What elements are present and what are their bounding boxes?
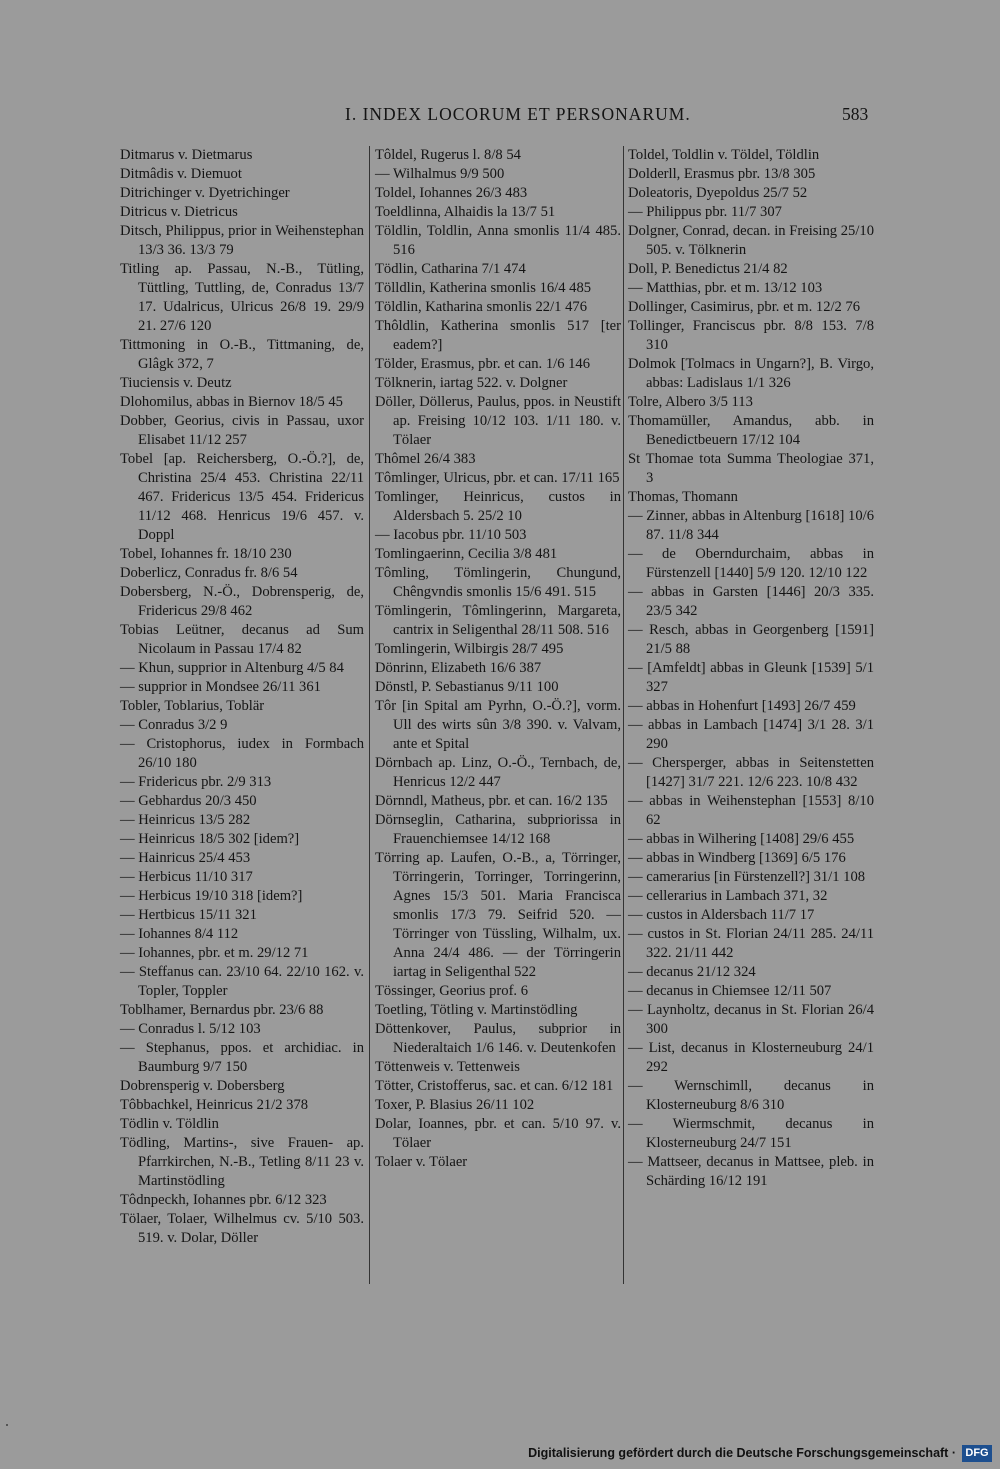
index-entry: — List, decanus in Klosterneuburg 24/1 292 <box>628 1040 874 1075</box>
index-entry: Ditrichinger v. Dyetrichinger <box>120 185 290 201</box>
index-entry: Dörnseglin, Catharina, subpriorissa in Frauenchiemsee 14/12 168 <box>375 812 621 847</box>
index-entry: — de Oberndurchaim, abbas in Fürstenzell [1440] 5/9 120. 12/10 122 <box>628 546 874 581</box>
column-rule <box>623 146 624 1284</box>
index-entry: Toetling, Tötling v. Martinstödling <box>375 1002 578 1018</box>
index-entry: Titling ap. Passau, N.-B., Tütling, Tüttling, Tuttling, de, Conradus 13/7 17. Udalricus, Ulricus 26/8 19. 29/9 21. 27/6 120 <box>120 261 364 334</box>
index-entry: Tôr [in Spital am Pyrhn, O.-Ö.?], vorm. Ull des wirts sûn 3/8 390. v. Valvam, ante et Spital <box>375 698 621 752</box>
page-header <box>0 104 1000 130</box>
index-entry: Tomlingerin, Wilbirgis 28/7 495 <box>375 641 564 657</box>
index-entry: — [Amfeldt] abbas in Gleunk [1539] 5/1 327 <box>628 660 874 695</box>
index-entry: — Resch, abbas in Georgenberg [1591] 21/5 88 <box>628 622 874 657</box>
index-column-1 <box>120 146 364 1248</box>
index-entry: Dobrensperig v. Dobersberg <box>120 1078 285 1094</box>
index-entry: Tödlin, Catharina 7/1 474 <box>375 261 526 277</box>
index-entry: — Gebhardus 20/3 450 <box>120 793 257 809</box>
index-entry: Tobel [ap. Reichersberg, O.-Ö.?], de, Christina 25/4 453. Christina 22/11 467. Fridericus 13/5 454. Fridericus 11/12 468. Henricus 19/6 457. v. Doppl <box>120 451 364 543</box>
index-entry: — decanus 21/12 324 <box>628 964 756 980</box>
scan-dot <box>6 1424 8 1426</box>
index-entry: Tölldlin, Katherina smonlis 16/4 485 <box>375 280 592 296</box>
index-entry: Toblhamer, Bernardus pbr. 23/6 88 <box>120 1002 324 1018</box>
column-rule <box>369 146 370 1284</box>
index-entry: Döller, Döllerus, Paulus, ppos. in Neustift ap. Freising 10/12 103. 1/11 180. v. Tölaer <box>375 394 621 448</box>
index-entry: — Steffanus can. 23/10 64. 22/10 162. v. Topler, Toppler <box>120 964 364 999</box>
index-entry: Toldel, Iohannes 26/3 483 <box>375 185 528 201</box>
index-entry: Dollinger, Casimirus, pbr. et m. 12/2 76 <box>628 299 861 315</box>
index-entry: — Zinner, abbas in Altenburg [1618] 10/6 87. 11/8 344 <box>628 508 874 543</box>
index-entry: Törring ap. Laufen, O.-B., a, Törringer, Törringerin, Torringer, Torringerinn, Agnes 15/3 501. Maria Francisca smonlis 17/3 79. Seifrid 520. — Törringer von Tüssling, Wilhalm, ux. Anna 24/4 486. — der Törringerin iartag in Seligenthal 522 <box>375 850 621 980</box>
index-entry: — abbas in Windberg [1369] 6/5 176 <box>628 850 846 866</box>
index-entry: Dolar, Ioannes, pbr. et can. 5/10 97. v. Tölaer <box>375 1116 621 1151</box>
index-entry: — Conradus 3/2 9 <box>120 717 228 733</box>
index-entry: Tölaer, Tolaer, Wilhelmus cv. 5/10 503. 519. v. Dolar, Döller <box>120 1211 364 1246</box>
index-entry: — Philippus pbr. 11/7 307 <box>628 204 782 220</box>
index-entry: Doberlicz, Conradus fr. 8/6 54 <box>120 565 298 581</box>
index-entry: St Thomae tota Summa Theologiae 371, 3 <box>628 451 874 486</box>
index-entry: Tölknerin, iartag 522. v. Dolgner <box>375 375 568 391</box>
index-entry: Tobel, Iohannes fr. 18/10 230 <box>120 546 292 562</box>
index-entry: — Hertbicus 15/11 321 <box>120 907 257 923</box>
index-entry: — Cristophorus, iudex in Formbach 26/10 180 <box>120 736 364 771</box>
index-entry: Thomamüller, Amandus, abb. in Benedictbeuern 17/12 104 <box>628 413 874 448</box>
index-entry: Tolaer v. Tölaer <box>375 1154 468 1170</box>
index-entry: Thômel 26/4 383 <box>375 451 476 467</box>
index-entry: Dönstl, P. Sebastianus 9/11 100 <box>375 679 559 695</box>
index-entry: Doleatoris, Dyepoldus 25/7 52 <box>628 185 808 201</box>
index-entry: Tôbbachkel, Heinricus 21/2 378 <box>120 1097 309 1113</box>
index-entry: Töttenweis v. Tettenweis <box>375 1059 520 1075</box>
index-entry: — Hainricus 25/4 453 <box>120 850 251 866</box>
index-entry: — camerarius [in Fürstenzell?] 31/1 108 <box>628 869 866 885</box>
index-entry: Tobler, Toblarius, Toblär <box>120 698 265 714</box>
index-entry: Thôldlin, Katherina smonlis 517 [ter eadem?] <box>375 318 621 353</box>
index-entry: Tödling, Martins-, sive Frauen- ap. Pfarrkirchen, N.-B., Tetling 8/11 23 v. Martinstödling <box>120 1135 364 1189</box>
index-entry: — decanus in Chiemsee 12/11 507 <box>628 983 832 999</box>
index-entry: Toeldlinna, Alhaidis la 13/7 51 <box>375 204 556 220</box>
index-entry: Tôdnpeckh, Iohannes pbr. 6/12 323 <box>120 1192 327 1208</box>
index-entry: Ditsch, Philippus, prior in Weihenstephan 13/3 36. 13/3 79 <box>120 223 364 258</box>
index-entry: — Iacobus pbr. 11/10 503 <box>375 527 527 543</box>
index-entry: Tômling, Tömlingerin, Chungund, Chêngvndis smonlis 15/6 491. 515 <box>375 565 621 600</box>
index-entry: Thomas, Thomann <box>628 489 738 505</box>
index-entry: — Heinricus 18/5 302 [idem?] <box>120 831 300 847</box>
index-entry: Tomlingaerinn, Cecilia 3/8 481 <box>375 546 558 562</box>
index-entry: Dörnndl, Matheus, pbr. et can. 16/2 135 <box>375 793 608 809</box>
index-entry: Tobias Leütner, decanus ad Sum Nicolaum in Passau 17/4 82 <box>120 622 364 657</box>
index-entry: — Wilhalmus 9/9 500 <box>375 166 505 182</box>
index-entry: — Wiermschmit, decanus in Klosterneuburg 24/7 151 <box>628 1116 874 1151</box>
index-entry: — Iohannes 8/4 112 <box>120 926 239 942</box>
index-entry: — Matthias, pbr. et m. 13/12 103 <box>628 280 823 296</box>
index-entry: Ditmâdis v. Diemuot <box>120 166 242 182</box>
index-entry: — Stephanus, ppos. et archidiac. in Baumburg 9/7 150 <box>120 1040 364 1075</box>
index-entry: Ditricus v. Dietricus <box>120 204 238 220</box>
index-entry: — cellerarius in Lambach 371, 32 <box>628 888 828 904</box>
index-entry: Dobersberg, N.-Ö., Dobrensperig, de, Fridericus 29/8 462 <box>120 584 364 619</box>
index-entry: — custos in St. Florian 24/11 285. 24/11 322. 21/11 442 <box>628 926 874 961</box>
index-entry: Tölder, Erasmus, pbr. et can. 1/6 146 <box>375 356 591 372</box>
index-entry: Döttenkover, Paulus, subprior in Niederaltaich 1/6 146. v. Deutenkofen <box>375 1021 621 1056</box>
index-entry: Dlohomilus, abbas in Biernov 18/5 45 <box>120 394 343 410</box>
index-entry: — Wernschimll, decanus in Klosterneuburg 8/6 310 <box>628 1078 874 1113</box>
index-entry: Dolmok [Tolmacs in Ungarn?], B. Virgo, abbas: Ladislaus 1/1 326 <box>628 356 874 391</box>
index-column-3 <box>628 146 874 1191</box>
page-footer <box>0 1442 1000 1469</box>
index-entry: Dörnbach ap. Linz, O.-Ö., Ternbach, de, Henricus 12/2 447 <box>375 755 621 790</box>
index-entry: — custos in Aldersbach 11/7 17 <box>628 907 815 923</box>
index-entry: — Herbicus 11/10 317 <box>120 869 253 885</box>
index-entry: — abbas in Wilhering [1408] 29/6 455 <box>628 831 855 847</box>
index-entry: — Iohannes, pbr. et m. 29/12 71 <box>120 945 309 961</box>
index-entry: Tössinger, Georius prof. 6 <box>375 983 529 999</box>
index-entry: Tomlinger, Heinricus, custos in Aldersbach 5. 25/2 10 <box>375 489 621 524</box>
index-entry: — Laynholtz, decanus in St. Florian 26/4 300 <box>628 1002 874 1037</box>
index-entry: Doll, P. Benedictus 21/4 82 <box>628 261 788 277</box>
index-entry: Dobber, Georius, civis in Passau, uxor Elisabet 11/12 257 <box>120 413 364 448</box>
index-entry: — abbas in Hohenfurt [1493] 26/7 459 <box>628 698 856 714</box>
index-entry: — Khun, supprior in Altenburg 4/5 84 <box>120 660 344 676</box>
index-entry: Dolgner, Conrad, decan. in Freising 25/10 505. v. Tölknerin <box>628 223 874 258</box>
index-entry: Tömlingerin, Tômlingerinn, Margareta, cantrix in Seligenthal 28/11 508. 516 <box>375 603 621 638</box>
funding-credit: Digitalisierung gefördert durch die Deutsche Forschungsgemeinschaft · <box>528 1446 956 1460</box>
page-number: 583 <box>842 104 869 124</box>
index-entry: — Fridericus pbr. 2/9 313 <box>120 774 272 790</box>
index-entry: — abbas in Weihenstephan [1553] 8/10 62 <box>628 793 874 828</box>
index-entry: Ditmarus v. Dietmarus <box>120 147 253 163</box>
index-entry: — supprior in Mondsee 26/11 361 <box>120 679 321 695</box>
index-entry: Tolre, Albero 3/5 113 <box>628 394 753 410</box>
index-entry: Toldel, Toldlin v. Töldel, Töldlin <box>628 147 820 163</box>
index-entry: Tômlinger, Ulricus, pbr. et can. 17/11 165 <box>375 470 620 486</box>
index-entry: Tôldel, Rugerus l. 8/8 54 <box>375 147 521 163</box>
index-entry: — Herbicus 19/10 318 [idem?] <box>120 888 303 904</box>
running-head: I. INDEX LOCORUM ET PERSONARUM. <box>345 104 691 124</box>
index-entry: Tollinger, Franciscus pbr. 8/8 153. 7/8 310 <box>628 318 874 353</box>
index-entry: — Conradus l. 5/12 103 <box>120 1021 261 1037</box>
index-entry: Dolderll, Erasmus pbr. 13/8 305 <box>628 166 816 182</box>
index-entry: Toxer, P. Blasius 26/11 102 <box>375 1097 535 1113</box>
index-entry: Tittmoning in O.-B., Tittmaning, de, Glâgk 372, 7 <box>120 337 364 372</box>
index-column-2 <box>375 146 621 1172</box>
index-entry: — Chersperger, abbas in Seitenstetten [1427] 31/7 221. 12/6 223. 10/8 432 <box>628 755 874 790</box>
index-entry: Tötter, Cristofferus, sac. et can. 6/12 181 <box>375 1078 614 1094</box>
index-entry: Tödlin v. Töldlin <box>120 1116 219 1132</box>
index-entry: Töldlin, Toldlin, Anna smonlis 11/4 485. 516 <box>375 223 621 258</box>
index-entry: — Mattseer, decanus in Mattsee, pleb. in Schärding 16/12 191 <box>628 1154 874 1189</box>
index-entry: Tiuciensis v. Deutz <box>120 375 232 391</box>
index-entry: — Heinricus 13/5 282 <box>120 812 251 828</box>
index-entry: — abbas in Lambach [1474] 3/1 28. 3/1 290 <box>628 717 874 752</box>
dfg-logo: DFG <box>962 1445 992 1462</box>
index-entry: Dönrinn, Elizabeth 16/6 387 <box>375 660 542 676</box>
index-entry: — abbas in Garsten [1446] 20/3 335. 23/5 342 <box>628 584 874 619</box>
index-entry: Töldlin, Katharina smonlis 22/1 476 <box>375 299 587 315</box>
